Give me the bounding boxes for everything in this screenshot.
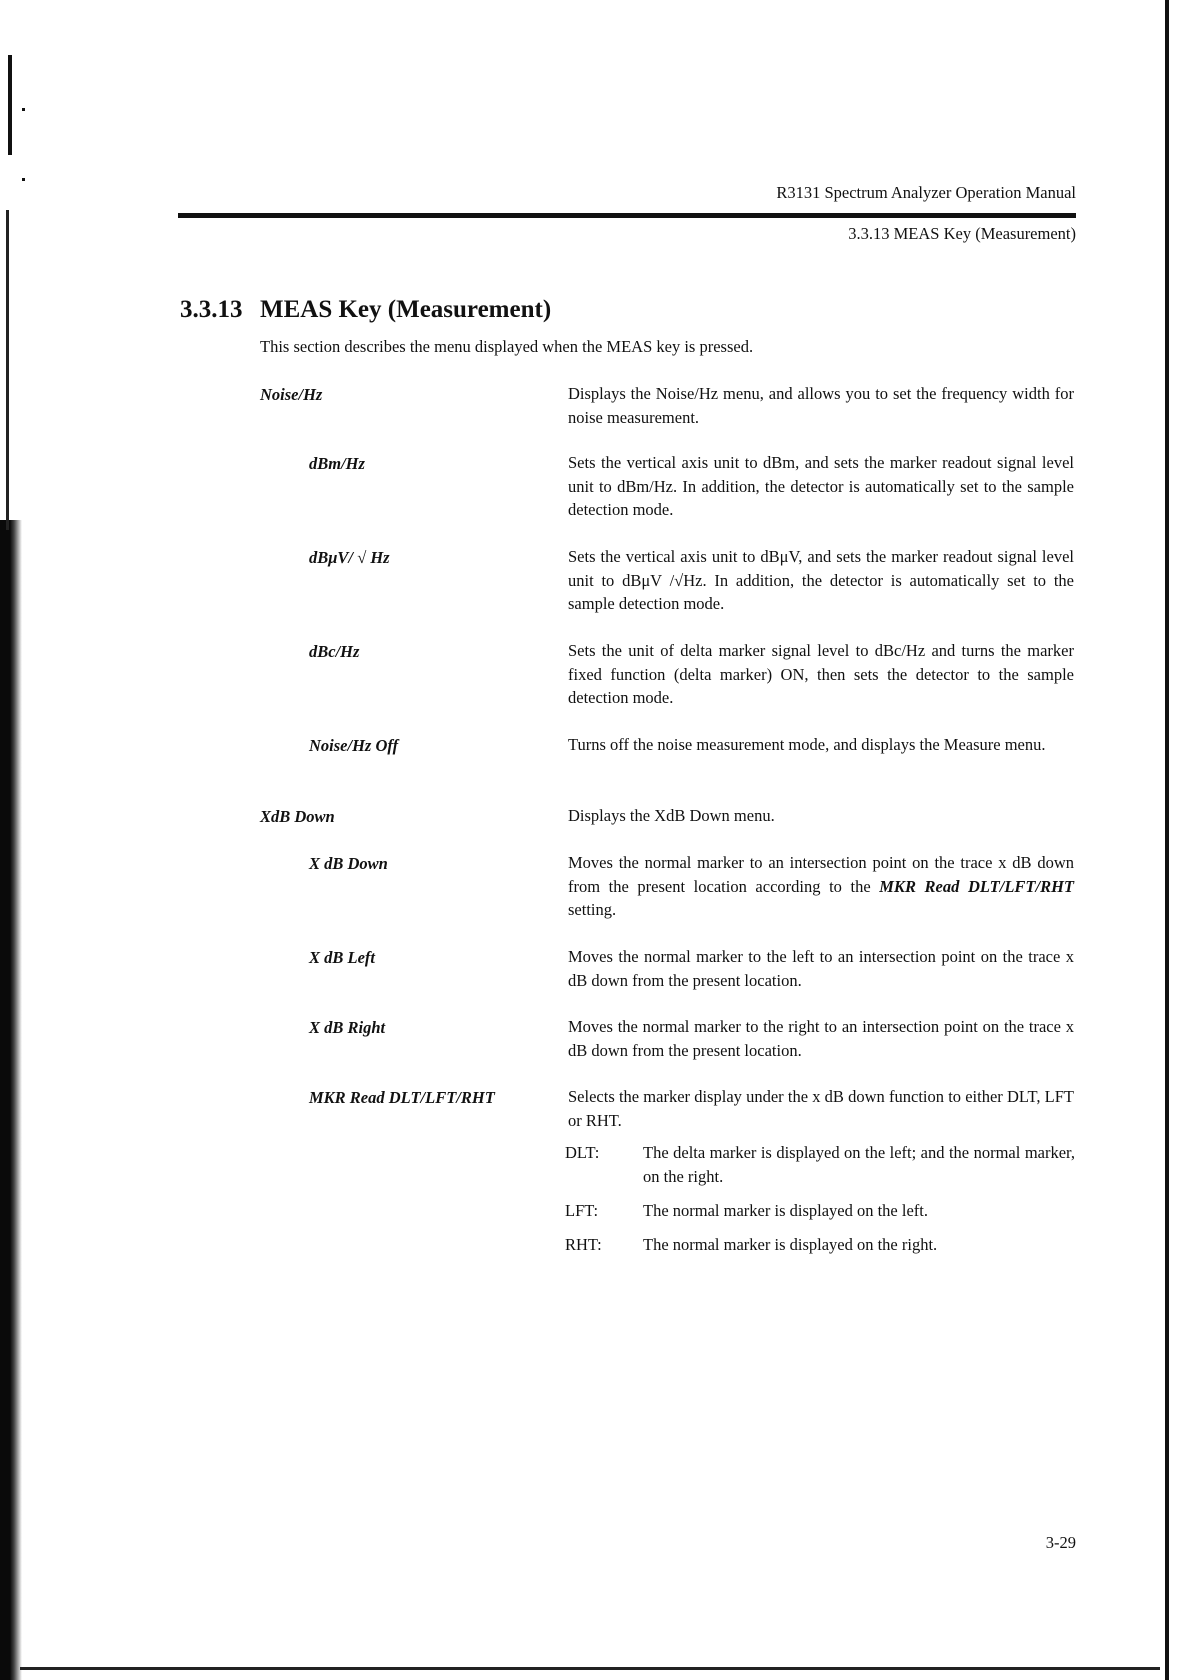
desc-mkr-read: Selects the marker display under the x dB down function to either DLT, LFT or RHT. bbox=[568, 1087, 1074, 1130]
option-text: The normal marker is displayed on the left. bbox=[643, 1201, 928, 1220]
term-mkr-read: MKR Read DLT/LFT/RHT bbox=[309, 1088, 495, 1107]
manual-title: R3131 Spectrum Analyzer Operation Manual bbox=[776, 183, 1076, 202]
header-rule bbox=[178, 213, 1076, 218]
term-x-db-left: X dB Left bbox=[309, 948, 375, 967]
desc-dbuv-sqrt-hz: Sets the vertical axis unit to dBμV, and sets the marker readout signal level unit to dBμV /√Hz. In addition, the detector is automatically set to the sample detection mode. bbox=[568, 547, 1074, 613]
page-number: 3-29 bbox=[1045, 1533, 1076, 1552]
desc-x-db-left: Moves the normal marker to the left to an intersection point on the trace x dB down from the present location. bbox=[568, 947, 1074, 990]
section-number: 3.3.13 bbox=[180, 296, 243, 323]
desc-noise-hz: Displays the Noise/Hz menu, and allows you to set the frequency width for noise measurement. bbox=[568, 384, 1074, 427]
section-title: MEAS Key (Measurement) bbox=[260, 296, 552, 323]
term-dbuv-sqrt-hz: dBμV/ √ Hz bbox=[309, 548, 390, 567]
term-noise-hz-off: Noise/Hz Off bbox=[309, 736, 399, 755]
option-text: The normal marker is displayed on the right. bbox=[643, 1235, 938, 1254]
scan-bottom-edge bbox=[20, 1667, 1160, 1670]
option-label: RHT: bbox=[565, 1235, 602, 1254]
scan-mark bbox=[22, 178, 25, 181]
section-heading bbox=[180, 296, 551, 324]
scan-mark bbox=[22, 108, 25, 111]
term-x-db-right: X dB Right bbox=[309, 1018, 386, 1037]
option-text: The delta marker is displayed on the left; and the normal marker, on the right. bbox=[643, 1143, 1075, 1186]
option-label: LFT: bbox=[565, 1201, 599, 1220]
term-dbm-hz: dBm/Hz bbox=[309, 454, 365, 473]
desc-dbm-hz: Sets the vertical axis unit to dBm, and sets the marker readout signal level unit to dBm/Hz. In addition, the detector is automatically set to the sample detection mode. bbox=[568, 453, 1074, 519]
scan-mark bbox=[8, 55, 12, 155]
scan-right-edge bbox=[1165, 0, 1169, 1680]
option-label: DLT: bbox=[565, 1143, 600, 1162]
desc-xdb-down-menu: Displays the XdB Down menu. bbox=[568, 806, 775, 825]
term-x-db-down: X dB Down bbox=[309, 854, 388, 873]
section-reference: 3.3.13 MEAS Key (Measurement) bbox=[848, 224, 1076, 243]
scan-edge-mask bbox=[0, 0, 24, 520]
term-xdb-down-menu: XdB Down bbox=[260, 807, 335, 826]
scan-mark bbox=[6, 210, 9, 530]
desc-noise-hz-off: Turns off the noise measurement mode, and displays the Measure menu. bbox=[568, 735, 1046, 754]
desc-x-db-down-key: MKR Read DLT/LFT/RHT bbox=[879, 876, 1074, 896]
desc-x-db-down-text: Moves the normal marker to an intersection point on the trace x dB down from the present location according to the bbox=[568, 853, 1074, 896]
desc-x-db-right: Moves the normal marker to the right to an intersection point on the trace x dB down from the present location. bbox=[568, 1017, 1074, 1060]
term-dbc-hz: dBc/Hz bbox=[309, 642, 360, 661]
desc-dbc-hz: Sets the unit of delta marker signal level to dBc/Hz and turns the marker fixed function (delta marker) ON, then sets the detector to the sample detection mode. bbox=[568, 641, 1074, 707]
desc-x-db-down-tail: setting. bbox=[568, 900, 617, 919]
section-intro: This section describes the menu displayed when the MEAS key is pressed. bbox=[260, 337, 754, 356]
term-noise-hz: Noise/Hz bbox=[260, 385, 323, 404]
desc-x-db-down bbox=[568, 851, 1074, 922]
